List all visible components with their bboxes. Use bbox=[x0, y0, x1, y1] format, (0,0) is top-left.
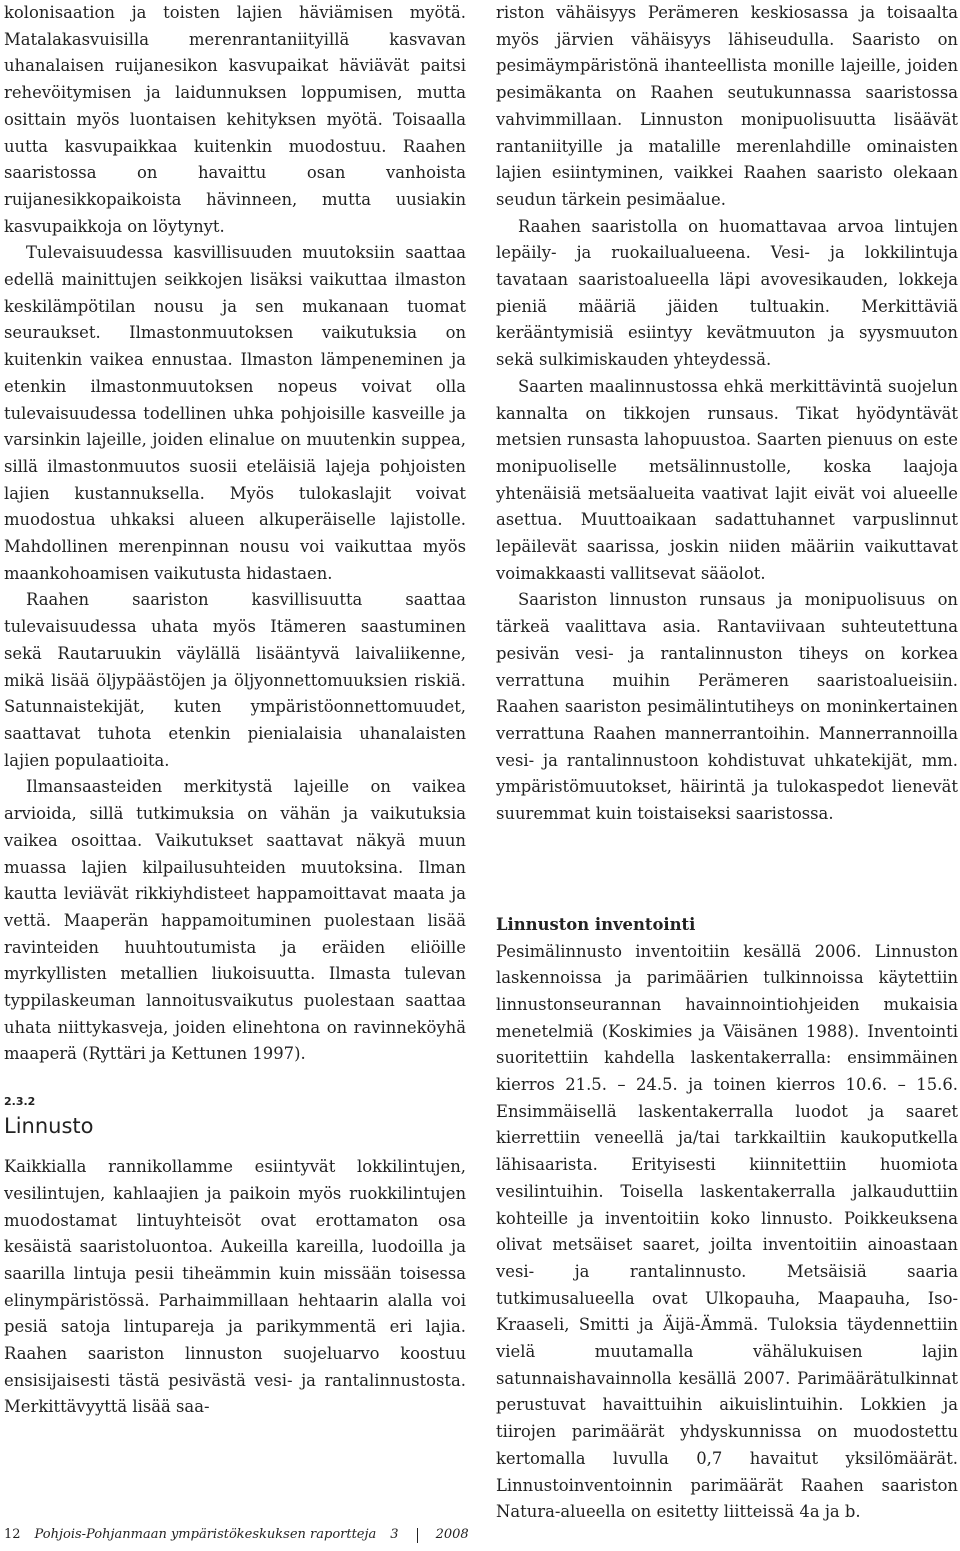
publication-year: 2008 bbox=[435, 1527, 469, 1542]
paragraph: kolonisaation ja toisten lajien häviämisen myötä. Matalakasvuisilla merenrantaniityillä kasvavan uhanalaisen ruijanesikon kasvupaikat häviävät paitsi rehevöitymisen ja laidunnuksen loppumisen, mutta osittain myös luontaisen kehityksen myötä. Toisaalla uutta kasvupaikkaa kuitenkin muodostuu. Raahen saaristossa on havaittu osan vanhoista ruijanesikkopaikoista hävinneen, mutta uusiakin kasvupaikkoja on löytynyt. bbox=[4, 3, 466, 236]
paragraph: Saariston linnuston runsaus ja monipuolisuus on tärkeä vaalittava asia. Rantaviivaan suhteutettuna pesivän vesi- ja rantalinnuston tiheys on korkea verrattuna muihin Perämeren saaristoalueisiin. Raahen saariston pesimälintutiheys on moninkertainen verrattuna Raahen mannerrantoihin. Mannerrannoilla vesi- ja rantalinnustoon kohdistuvat uhkatekijät, mm. ympäristömuutokset, häirintä ja tulokaspedot lienevät suuremmat kuin toistaiseksi saaristossa. bbox=[496, 590, 958, 824]
paragraph: Kaikkialla rannikollamme esiintyvät lokkilintujen, vesilintujen, kahlaajien ja paikoin myös ruokkilintujen muodostamat lintuyhteisöt ovat erottamaton osa kesäistä saaristoluontoa. Aukeilla kareilla, luodoilla ja saarilla lintuja pesii tiheämmin kuin missään toisessa elinympäristössä. Parhaimmillaan hehtaarin alalla voi pesiä satoja lintupareja ja parikymmentä eri lajia. Raahen saariston linnuston suojeluarvo koostuu ensisijaisesti tästä pesivästä vesi- ja rantalinnustosta. Merkittävyyttä lisää saa- bbox=[4, 1157, 466, 1417]
left-column bbox=[4, 0, 466, 1421]
paragraph: Ilmansaasteiden merkitystä lajeille on vaikea arvioida, sillä tutkimuksia on vähän ja vaikutuksia vaikea osoittaa. Vaikutukset saattavat näkyä muun muassa lajien kilpailusuhteiden muutoksina. Ilman kautta leviävät rikkiyhdisteet happamoittavat maata ja vettä. Maaperän happamoituminen puolestaan lisää ravinteiden huuhtoutumista ja eräiden eliöille myrkyllisten metallien liukoisuutta. Ilmasta tulevan typpilaskeuman lannoitusvaikutus puolestaan saattaa uhata niittykasveja, joiden elinehtona on ravinneköyhä maaperä (Ryttäri ja Kettunen 1997). bbox=[4, 777, 466, 1064]
paragraph: Saarten maalinnustossa ehkä merkittävintä suojelun kannalta on tikkojen runsaus. Tikat hyödyntävät metsien runsasta lahopuustoa. Saarten pienuus on este monipuoliselle metsälinnustolle, koska laajoja yhtenäisiä metsäalueita vaativat lajit eivät voi alueelle asettua. Muuttoaikaan sadattuhannet varpuslinnut lepäilevät saarissa, joskin niiden määriin vaikuttavat voimakkaasti vallitsevat sääolot. bbox=[496, 376, 958, 583]
paragraph: Raahen saaristolla on huomattavaa arvoa lintujen lepäily- ja ruokailualueena. Vesi- ja lokkilintuja tavataan saaristoalueella läpi avovesikauden, lokkeja pieniä määriä jäiden tultuakin. Merkittäviä kerääntymisiä esiintyy kevätmuuton ja syysmuuton sekä sulkimiskauden yhteydessä. bbox=[496, 216, 958, 370]
paragraph: Pesimälinnusto inventoitiin kesällä 2006. Linnuston laskennoissa ja parimäärien tulkinnoissa käytettiin linnustonseurannan havainnointiohjeiden mukaisia menetelmiä (Koskimies ja Väisänen 1988). Inventointi suoritettiin kahdella laskentakerralla: ensimmäinen kierros 21.5. – 24.5. ja toinen kierros 10.6. – 15.6. Ensimmäisellä laskentakerralla luodot ja saaret kierrettiin veneellä ja/tai tarkkailtiin kaukoputkella lähisaarista. Erityisesti kiinnitettiin huomiota vesilintuihin. Toisella laskentakerralla jalkauduttiin kohteille ja inventoitiin koko linnusto. Poikkeuksena olivat metsäiset saaret, joilta inventoitiin ainoastaan vesi- ja rantalinnusto. Metsäisiä saaria tutkimusalueella ovat Ulkopauha, Maapauha, Iso-Kraaseli, Smitti ja Äijä-Ämmä. Tuloksia täydennettiin vielä muutamalla vähälukuisen lajin satunnaishavainnolla kesällä 2007. Parimäärätulkinnat perustuvat havaittuihin aikuislintuihin. Lokkien ja tiirojen parimäärät yhdyskunnissa on muodostettu kertomalla luvulla 0,7 havaitut yksilömäärät. Linnustoinventoinnin parimäärät Raahen saariston Natura-alueella on esitetty liitteissä 4a ja b. bbox=[496, 941, 958, 1522]
page-number: 12 bbox=[4, 1527, 21, 1542]
publication-title: Pohjois-Pohjanmaan ympäristökeskuksen raportteja bbox=[34, 1527, 377, 1542]
issue-number: 3 bbox=[390, 1527, 399, 1542]
right-column bbox=[496, 0, 958, 1526]
paragraph: Raahen saariston kasvillisuutta saattaa tulevaisuudessa uhata myös Itämeren saastuminen sekä Rautaruukin väylällä lisääntyvä laivaliikenne, mikä lisää öljypäästöjen ja öljyonnettomuuksien riskiä. Satunnaistekijät, kuten ympäristöonnettomuudet, saattavat tuhota etenkin pienialaisia uhanalaisten lajien populaatioita. bbox=[4, 590, 466, 770]
footer-divider bbox=[417, 1528, 418, 1543]
section-number: 2.3.2 bbox=[4, 1095, 36, 1109]
paragraph: riston vähäisyys Perämeren keskiosassa ja toisaalta myös järvien vähäisyys lähiseudulla. Saaristo on pesimäympäristönä ihanteellista monille lajeille, joiden pesimäkanta on Raahen seutukunnassa saaristossa vahvimmillaan. Linnuston monipuolisuutta lisäävät rantaniityille ja matalille merenlahdille ominaisten lajien esiintyminen, vaikkei Raahen saaristo olekaan seudun tärkein pesimäalue. bbox=[496, 3, 958, 209]
subheading: Linnuston inventointi bbox=[496, 914, 696, 934]
page-footer bbox=[4, 1526, 469, 1544]
section-title: Linnusto bbox=[4, 1114, 94, 1139]
paragraph: Tulevaisuudessa kasvillisuuden muutoksiin saattaa edellä mainittujen seikkojen lisäksi vaikuttaa ilmaston keskilämpötilan nousu ja sen mukanaan tuomat seuraukset. Ilmastonmuutoksen vaikutuksia on kuitenkin vaikea ennustaa. Ilmaston lämpeneminen ja etenkin ilmastonmuutoksen nopeus voivat olla tulevaisuudessa todellinen uhka pohjoisille kasveille ja varsinkin lajeille, joiden elinalue on muutenkin suppea, sillä ilmastonmuutos suosii eteläisiä lajeja pohjoisten lajien kustannuksella. Myös tulokaslajit voivat muodostua uhkaksi alueen alkuperäiselle lajistolle. Mahdollinen merenpinnan nousu voi vaikuttaa myös maankohoamisen vaikutusta hidastaen. bbox=[4, 243, 466, 583]
